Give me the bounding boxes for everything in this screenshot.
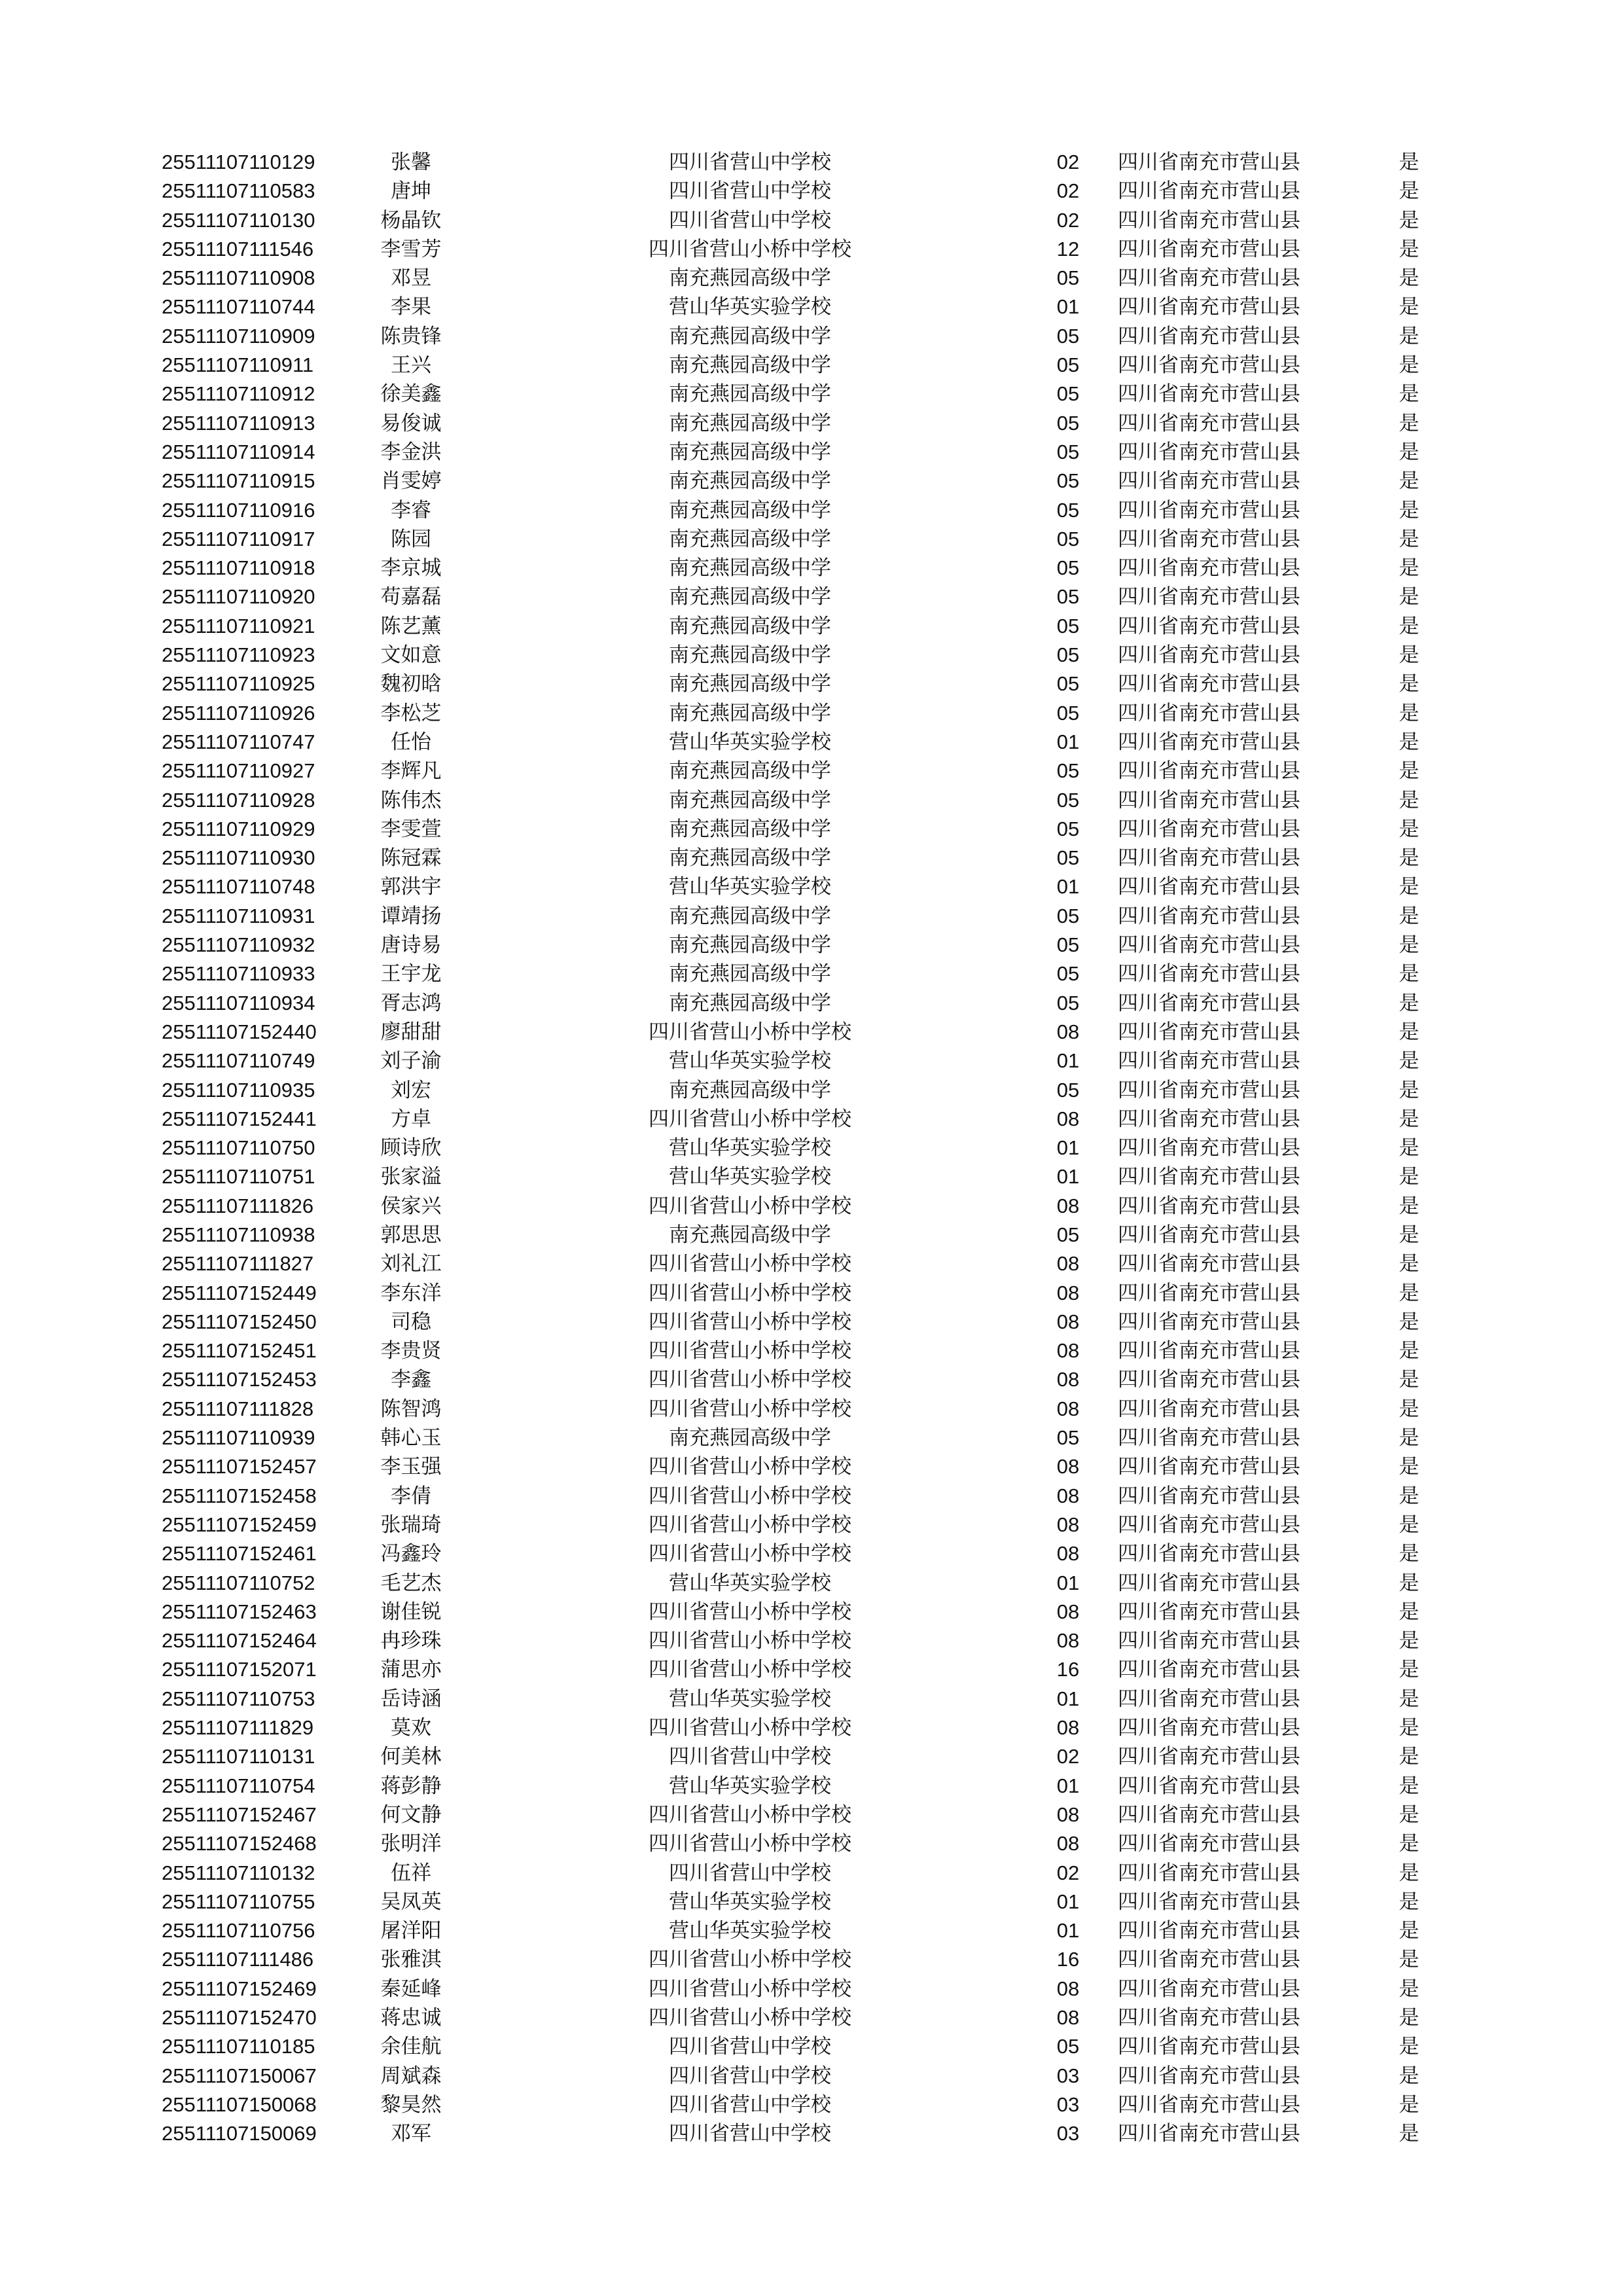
region-cell: 四川省南充市营山县: [1118, 759, 1300, 783]
table-row: 25511107152457 李玉强 四川省营山小桥中学校 08 四川省南充市营山县 是: [0, 1452, 1623, 1481]
region-cell: 四川省南充市营山县: [1118, 1919, 1300, 1943]
table-row: 25511107111827 刘礼江 四川省营山小桥中学校 08 四川省南充市营山县 是: [0, 1249, 1623, 1278]
candidate-id-cell: 25511107110750: [162, 1136, 315, 1160]
candidate-id-cell: 25511107110583: [162, 179, 315, 203]
table-row: 25511107110754 蒋彭静 营山华英实验学校 01 四川省南充市营山县 是: [0, 1772, 1623, 1801]
candidate-id-cell: 25511107110918: [162, 556, 315, 580]
candidate-id-cell: 25511107111826: [162, 1194, 314, 1217]
region-cell: 四川省南充市营山县: [1118, 701, 1300, 725]
candidate-id-cell: 25511107110921: [162, 614, 315, 637]
table-row: 25511107110934 胥志鸿 南充燕园高级中学 05 四川省南充市营山县 是: [0, 989, 1623, 1018]
candidate-id-cell: 25511107110938: [162, 1223, 315, 1246]
table-row: 25511107110911 王兴 南充燕园高级中学 05 四川省南充市营山县 是: [0, 351, 1623, 380]
candidate-id-cell: 25511107110747: [162, 730, 315, 753]
region-cell: 四川省南充市营山县: [1118, 1803, 1300, 1826]
candidate-id-cell: 25511107110744: [162, 295, 315, 319]
table-row: 25511107110748 郭洪宇 营山华英实验学校 01 四川省南充市营山县 是: [0, 872, 1623, 901]
region-cell: 四川省南充市营山县: [1118, 672, 1300, 696]
table-row: 25511107110939 韩心玉 南充燕园高级中学 05 四川省南充市营山县 是: [0, 1424, 1623, 1452]
table-row: 25511107111826 侯家兴 四川省营山小桥中学校 08 四川省南充市营山县 是: [0, 1192, 1623, 1221]
region-cell: 四川省南充市营山县: [1118, 614, 1300, 637]
candidate-id-cell: 25511107110927: [162, 759, 315, 783]
table-row: 25511107150069 邓军 四川省营山中学校 03 四川省南充市营山县 是: [0, 2119, 1623, 2148]
table-row: 25511107110751 张家溢 营山华英实验学校 01 四川省南充市营山县 是: [0, 1162, 1623, 1191]
region-cell: 四川省南充市营山县: [1118, 440, 1300, 463]
region-cell: 四川省南充市营山县: [1118, 1281, 1300, 1304]
region-cell: 四川省南充市营山县: [1118, 324, 1300, 348]
region-cell: 四川省南充市营山县: [1118, 353, 1300, 377]
table-row: 25511107152071 蒲思亦 四川省营山小桥中学校 16 四川省南充市营山县 是: [0, 1655, 1623, 1684]
region-cell: 四川省南充市营山县: [1118, 1774, 1300, 1797]
candidate-id-cell: 25511107110748: [162, 875, 315, 899]
region-cell: 四川省南充市营山县: [1118, 1107, 1300, 1130]
table-row: 25511107152468 张明洋 四川省营山小桥中学校 08 四川省南充市营山县 是: [0, 1829, 1623, 1858]
table-row: 25511107152440 廖甜甜 四川省营山小桥中学校 08 四川省南充市营山县 是: [0, 1018, 1623, 1047]
table-row: 25511107150068 黎昊然 四川省营山中学校 03 四川省南充市营山县 是: [0, 2090, 1623, 2119]
region-cell: 四川省南充市营山县: [1118, 846, 1300, 870]
candidate-id-cell: 25511107152467: [162, 1803, 317, 1826]
table-row: 25511107152441 方卓 四川省营山小桥中学校 08 四川省南充市营山县 是: [0, 1105, 1623, 1134]
table-row: 25511107110916 李睿 南充燕园高级中学 05 四川省南充市营山县 是: [0, 496, 1623, 525]
region-cell: 四川省南充市营山县: [1118, 1339, 1300, 1363]
table-row: 25511107110747 任怡 营山华英实验学校 01 四川省南充市营山县 是: [0, 728, 1623, 757]
region-cell: 四川省南充市营山县: [1118, 933, 1300, 957]
table-row: 25511107111546 李雪芳 四川省营山小桥中学校 12 四川省南充市营山县 是: [0, 235, 1623, 264]
region-cell: 四川省南充市营山县: [1118, 237, 1300, 260]
table-row: 25511107110131 何美林 四川省营山中学校 02 四川省南充市营山县 是: [0, 1742, 1623, 1771]
region-cell: 四川省南充市营山县: [1118, 556, 1300, 580]
candidate-id-cell: 25511107110909: [162, 324, 315, 348]
candidate-id-cell: 25511107152469: [162, 1977, 317, 2000]
table-row: 25511107110920 苟嘉磊 南充燕园高级中学 05 四川省南充市营山县 是: [0, 583, 1623, 611]
region-cell: 四川省南充市营山县: [1118, 179, 1300, 203]
region-cell: 四川省南充市营山县: [1118, 1513, 1300, 1536]
region-cell: 四川省南充市营山县: [1118, 1165, 1300, 1189]
candidate-id-cell: 25511107110939: [162, 1426, 315, 1450]
table-row: 25511107110756 屠洋阳 营山华英实验学校 01 四川省南充市营山县 是: [0, 1916, 1623, 1945]
region-cell: 四川省南充市营山县: [1118, 2092, 1300, 2116]
region-cell: 四川省南充市营山县: [1118, 2064, 1300, 2087]
table-row: 25511107152453 李鑫 四川省营山小桥中学校 08 四川省南充市营山县 是: [0, 1365, 1623, 1394]
table-row: 25511107110129 张馨 四川省营山中学校 02 四川省南充市营山县 是: [0, 148, 1623, 177]
table-row: 25511107110926 李松芝 南充燕园高级中学 05 四川省南充市营山县 是: [0, 699, 1623, 728]
candidate-id-cell: 25511107152450: [162, 1310, 317, 1333]
region-cell: 四川省南充市营山县: [1118, 730, 1300, 753]
candidate-id-cell: 25511107152458: [162, 1484, 317, 1507]
candidate-id-cell: 25511107152470: [162, 2006, 317, 2029]
candidate-id-cell: 25511107150068: [162, 2092, 317, 2116]
candidate-id-cell: 25511107111828: [162, 1397, 314, 1420]
region-cell: 四川省南充市营山县: [1118, 1078, 1300, 1102]
region-cell: 四川省南充市营山县: [1118, 266, 1300, 290]
region-cell: 四川省南充市营山县: [1118, 1049, 1300, 1073]
candidate-id-cell: 25511107152457: [162, 1455, 317, 1479]
candidate-id-cell: 25511107110935: [162, 1078, 315, 1102]
table-row: 25511107110130 杨晶钦 四川省营山中学校 02 四川省南充市营山县 是: [0, 206, 1623, 235]
region-cell: 四川省南充市营山县: [1118, 208, 1300, 232]
candidate-id-cell: 25511107110912: [162, 382, 315, 406]
table-row: 25511107110931 谭靖扬 南充燕园高级中学 05 四川省南充市营山县 是: [0, 902, 1623, 931]
table-row: 25511107152450 司稳 四川省营山小桥中学校 08 四川省南充市营山县 是: [0, 1308, 1623, 1336]
region-cell: 四川省南充市营山县: [1118, 1455, 1300, 1479]
table-row: 25511107110929 李雯萱 南充燕园高级中学 05 四川省南充市营山县 是: [0, 815, 1623, 844]
table-row: 25511107110921 陈艺薰 南充燕园高级中学 05 四川省南充市营山县 是: [0, 612, 1623, 641]
candidate-id-cell: 25511107110930: [162, 846, 315, 870]
table-row: 25511107152464 冉珍珠 四川省营山小桥中学校 08 四川省南充市营山县 是: [0, 1626, 1623, 1655]
table-row: 25511107110925 魏初晗 南充燕园高级中学 05 四川省南充市营山县 是: [0, 670, 1623, 698]
region-cell: 四川省南充市营山县: [1118, 991, 1300, 1014]
candidate-id-cell: 25511107152449: [162, 1281, 317, 1304]
candidate-id-cell: 25511107152453: [162, 1368, 317, 1391]
candidate-id-cell: 25511107111829: [162, 1716, 314, 1740]
candidate-id-cell: 25511107110754: [162, 1774, 315, 1797]
table-row: 25511107110913 易俊诚 南充燕园高级中学 05 四川省南充市营山县 是: [0, 409, 1623, 438]
candidate-id-cell: 25511107110926: [162, 701, 315, 725]
table-row: 25511107152467 何文静 四川省营山小桥中学校 08 四川省南充市营山县 是: [0, 1801, 1623, 1829]
candidate-id-cell: 25511107150069: [162, 2122, 317, 2145]
region-cell: 四川省南充市营山县: [1118, 1977, 1300, 2000]
table-row: 25511107110914 李金洪 南充燕园高级中学 05 四川省南充市营山县 是: [0, 438, 1623, 467]
candidate-id-cell: 25511107110752: [162, 1571, 315, 1594]
candidate-id-cell: 25511107152461: [162, 1542, 317, 1566]
region-cell: 四川省南充市营山县: [1118, 875, 1300, 899]
region-cell: 四川省南充市营山县: [1118, 1020, 1300, 1043]
candidate-id-cell: 25511107110751: [162, 1165, 315, 1189]
region-cell: 四川省南充市营山县: [1118, 1368, 1300, 1391]
region-cell: 四川省南充市营山县: [1118, 962, 1300, 986]
candidate-id-cell: 25511107110928: [162, 788, 315, 812]
region-cell: 四川省南充市营山县: [1118, 1861, 1300, 1884]
candidate-id-cell: 25511107111546: [162, 237, 314, 260]
region-cell: 四川省南充市营山县: [1118, 151, 1300, 173]
candidate-id-cell: 25511107110923: [162, 643, 315, 667]
candidate-id-cell: 25511107110756: [162, 1919, 315, 1943]
candidate-id-cell: 25511107152441: [162, 1107, 317, 1130]
region-cell: 四川省南充市营山县: [1118, 904, 1300, 927]
candidate-id-cell: 25511107110131: [162, 1745, 315, 1768]
candidate-id-cell: 25511107110914: [162, 440, 315, 463]
candidate-id-cell: 25511107110931: [162, 904, 315, 927]
region-cell: 四川省南充市营山县: [1118, 527, 1300, 550]
table-row: 25511107110583 唐坤 四川省营山中学校 02 四川省南充市营山县 是: [0, 177, 1623, 206]
table-row: 25511107152469 秦延峰 四川省营山小桥中学校 08 四川省南充市营山县 是: [0, 1975, 1623, 2003]
table-row: 25511107152470 蒋忠诚 四川省营山小桥中学校 08 四川省南充市营山县 是: [0, 2003, 1623, 2032]
candidate-id-cell: 25511107152464: [162, 1629, 317, 1653]
candidate-id-cell: 25511107111827: [162, 1252, 314, 1276]
region-cell: 四川省南充市营山县: [1118, 1716, 1300, 1740]
table-row: 25511107110185 余佳航 四川省营山中学校 05 四川省南充市营山县 是: [0, 2032, 1623, 2061]
candidate-id-cell: 25511107110749: [162, 1049, 315, 1073]
candidate-id-cell: 25511107111486: [162, 1948, 314, 1971]
table-row: 25511107110750 顾诗欣 营山华英实验学校 01 四川省南充市营山县 是: [0, 1134, 1623, 1162]
table-row: 25511107110744 李果 营山华英实验学校 01 四川省南充市营山县 是: [0, 293, 1623, 321]
table-row: 25511107110927 李辉凡 南充燕园高级中学 05 四川省南充市营山县 是: [0, 757, 1623, 785]
candidate-id-cell: 25511107152071: [162, 1658, 317, 1681]
table-row: 25511107110752 毛艺杰 营山华英实验学校 01 四川省南充市营山县 是: [0, 1569, 1623, 1598]
region-cell: 四川省南充市营山县: [1118, 643, 1300, 667]
candidate-id-cell: 25511107110129: [162, 151, 315, 173]
table-row: 25511107111486 张雅淇 四川省营山小桥中学校 16 四川省南充市营山县 是: [0, 1945, 1623, 1974]
table-row: 25511107111829 莫欢 四川省营山小桥中学校 08 四川省南充市营山县 是: [0, 1713, 1623, 1742]
candidate-id-cell: 25511107152468: [162, 1832, 317, 1856]
table-row: 25511107152461 冯鑫玲 四川省营山小桥中学校 08 四川省南充市营山县 是: [0, 1539, 1623, 1568]
region-cell: 四川省南充市营山县: [1118, 817, 1300, 840]
region-cell: 四川省南充市营山县: [1118, 2006, 1300, 2029]
candidate-id-cell: 25511107110925: [162, 672, 315, 696]
region-cell: 四川省南充市营山县: [1118, 1310, 1300, 1333]
candidate-id-cell: 25511107150067: [162, 2064, 317, 2087]
region-cell: 四川省南充市营山县: [1118, 1136, 1300, 1160]
region-cell: 四川省南充市营山县: [1118, 1890, 1300, 1913]
candidate-id-cell: 25511107110929: [162, 817, 315, 840]
table-row: 25511107110749 刘子渝 营山华英实验学校 01 四川省南充市营山县 是: [0, 1047, 1623, 1075]
table-row: 25511107110938 郭思思 南充燕园高级中学 05 四川省南充市营山县 是: [0, 1221, 1623, 1249]
table-row: 25511107111828 陈智鸿 四川省营山小桥中学校 08 四川省南充市营山县 是: [0, 1395, 1623, 1424]
candidate-id-cell: 25511107110130: [162, 208, 315, 232]
table-row: 25511107110933 王宇龙 南充燕园高级中学 05 四川省南充市营山县 是: [0, 960, 1623, 988]
table-row: 25511107110909 陈贵锋 南充燕园高级中学 05 四川省南充市营山县 是: [0, 322, 1623, 351]
table-row: 25511107110753 岳诗涵 营山华英实验学校 01 四川省南充市营山县 是: [0, 1685, 1623, 1713]
candidate-id-cell: 25511107110915: [162, 469, 315, 493]
region-cell: 四川省南充市营山县: [1118, 1397, 1300, 1420]
region-cell: 四川省南充市营山县: [1118, 411, 1300, 435]
candidate-id-cell: 25511107152451: [162, 1339, 317, 1363]
region-cell: 四川省南充市营山县: [1118, 1832, 1300, 1856]
region-cell: 四川省南充市营山县: [1118, 1948, 1300, 1971]
table-row: 25511107110932 唐诗易 南充燕园高级中学 05 四川省南充市营山县 是: [0, 931, 1623, 960]
candidate-id-cell: 25511107110911: [162, 353, 314, 377]
table-row: 25511107110755 吴凤英 营山华英实验学校 01 四川省南充市营山县 是: [0, 1888, 1623, 1916]
candidate-id-cell: 25511107152459: [162, 1513, 317, 1536]
candidate-id-cell: 25511107110933: [162, 962, 315, 986]
candidate-id-cell: 25511107110920: [162, 585, 315, 609]
region-cell: 四川省南充市营山县: [1118, 585, 1300, 609]
region-cell: 四川省南充市营山县: [1118, 469, 1300, 493]
table-row: 25511107110912 徐美鑫 南充燕园高级中学 05 四川省南充市营山县 是: [0, 380, 1623, 408]
candidate-id-cell: 25511107110917: [162, 527, 315, 550]
data-table: [0, 148, 1623, 2148]
region-cell: 四川省南充市营山县: [1118, 1223, 1300, 1246]
region-cell: 四川省南充市营山县: [1118, 1426, 1300, 1450]
table-row: 25511107110908 邓昱 南充燕园高级中学 05 四川省南充市营山县 是: [0, 264, 1623, 293]
table-row: 25511107110935 刘宏 南充燕园高级中学 05 四川省南充市营山县 是: [0, 1076, 1623, 1105]
candidate-id-cell: 25511107152463: [162, 1600, 317, 1623]
region-cell: 四川省南充市营山县: [1118, 382, 1300, 406]
table-row: 25511107110132 伍祥 四川省营山中学校 02 四川省南充市营山县 是: [0, 1859, 1623, 1888]
region-cell: 四川省南充市营山县: [1118, 1745, 1300, 1768]
table-row: 25511107110923 文如意 南充燕园高级中学 05 四川省南充市营山县 是: [0, 641, 1623, 670]
table-row: 25511107152458 李倩 四川省营山小桥中学校 08 四川省南充市营山县 是: [0, 1482, 1623, 1511]
candidate-id-cell: 25511107110934: [162, 991, 315, 1014]
table-row: 25511107110917 陈园 南充燕园高级中学 05 四川省南充市营山县 是: [0, 525, 1623, 554]
table-row: 25511107110930 陈冠霖 南充燕园高级中学 05 四川省南充市营山县 是: [0, 844, 1623, 872]
candidate-id-cell: 25511107110913: [162, 411, 315, 435]
region-cell: 四川省南充市营山县: [1118, 2035, 1300, 2058]
region-cell: 四川省南充市营山县: [1118, 1571, 1300, 1594]
region-cell: 四川省南充市营山县: [1118, 1687, 1300, 1710]
table-row: 25511107152463 谢佳锐 四川省营山小桥中学校 08 四川省南充市营山县 是: [0, 1598, 1623, 1626]
region-cell: 四川省南充市营山县: [1118, 1658, 1300, 1681]
candidate-id-cell: 25511107110932: [162, 933, 315, 957]
table-row: 25511107152449 李东洋 四川省营山小桥中学校 08 四川省南充市营山县 是: [0, 1279, 1623, 1308]
table-row: 25511107110915 肖雯婷 南充燕园高级中学 05 四川省南充市营山县 是: [0, 467, 1623, 495]
table-row: 25511107152459 张瑞琦 四川省营山小桥中学校 08 四川省南充市营山县 是: [0, 1511, 1623, 1539]
region-cell: 四川省南充市营山县: [1118, 498, 1300, 522]
region-cell: 四川省南充市营山县: [1118, 788, 1300, 812]
region-cell: 四川省南充市营山县: [1118, 1600, 1300, 1623]
candidate-id-cell: 25511107110755: [162, 1890, 315, 1913]
candidate-id-cell: 25511107110185: [162, 2035, 315, 2058]
region-cell: 四川省南充市营山县: [1118, 1542, 1300, 1566]
candidate-id-cell: 25511107110753: [162, 1687, 315, 1710]
table-row: 25511107152451 李贵贤 四川省营山小桥中学校 08 四川省南充市营山县 是: [0, 1336, 1623, 1365]
table-row: 25511107150067 周斌森 四川省营山中学校 03 四川省南充市营山县 是: [0, 2062, 1623, 2090]
table-row: 25511107110928 陈伟杰 南充燕园高级中学 05 四川省南充市营山县 是: [0, 786, 1623, 815]
region-cell: 四川省南充市营山县: [1118, 1194, 1300, 1217]
region-cell: 四川省南充市营山县: [1118, 1629, 1300, 1653]
candidate-id-cell: 25511107110132: [162, 1861, 315, 1884]
table-row: 25511107110918 李京城 南充燕园高级中学 05 四川省南充市营山县 是: [0, 554, 1623, 583]
candidate-id-cell: 25511107152440: [162, 1020, 317, 1043]
region-cell: 四川省南充市营山县: [1118, 295, 1300, 319]
region-cell: 四川省南充市营山县: [1118, 1252, 1300, 1276]
candidate-id-cell: 25511107110916: [162, 498, 315, 522]
candidate-id-cell: 25511107110908: [162, 266, 315, 290]
region-cell: 四川省南充市营山县: [1118, 2122, 1300, 2145]
region-cell: 四川省南充市营山县: [1118, 1484, 1300, 1507]
